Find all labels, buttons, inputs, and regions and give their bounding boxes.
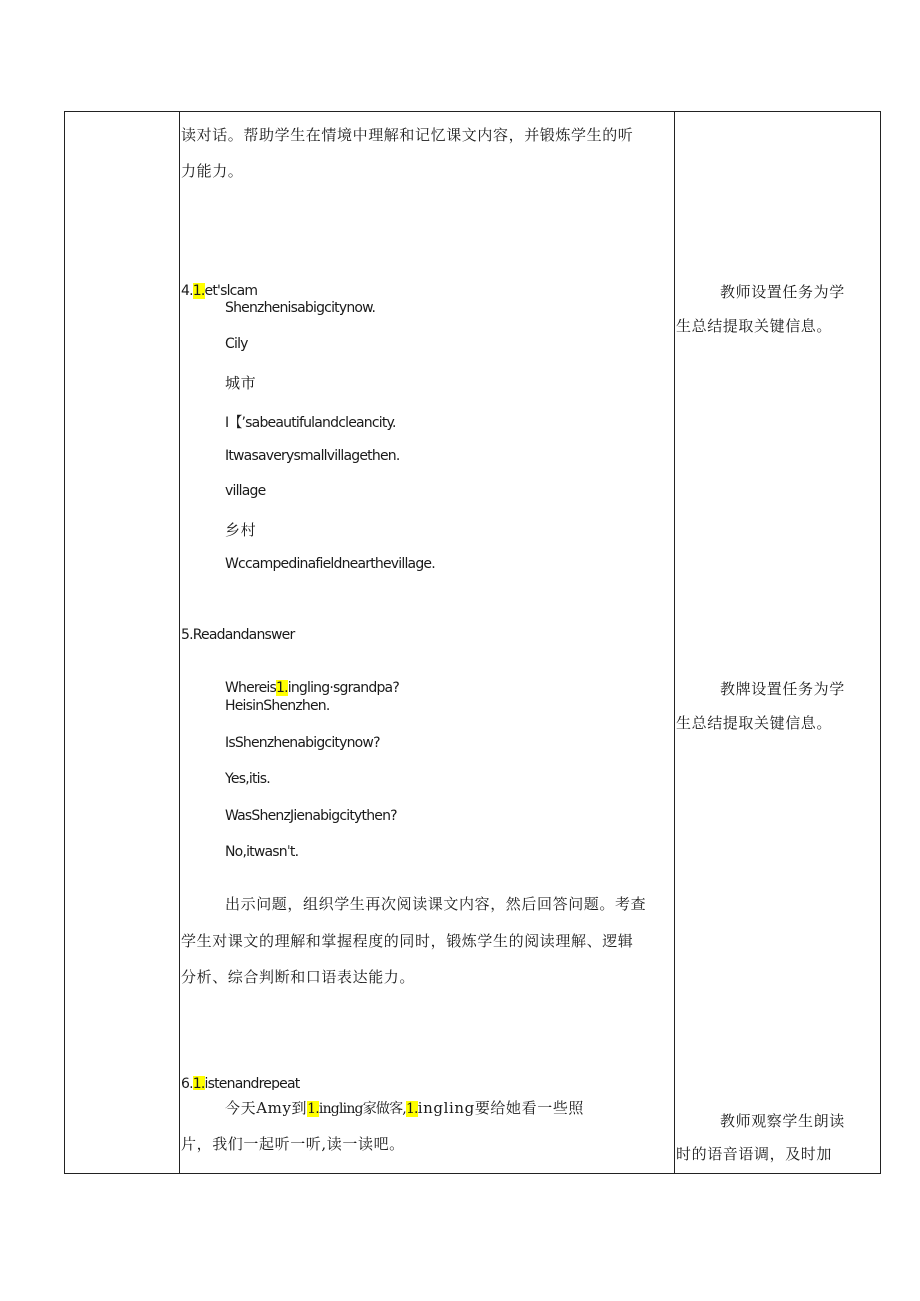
- column-divider-left: [179, 111, 180, 1174]
- section5-para-line-2: 学生对课文的理解和掌握程度的同时，锻炼学生的阅读理解、逻辑: [181, 932, 634, 950]
- section6-para-line-1: [225, 1097, 584, 1118]
- intro-line-2: 力能力。: [181, 162, 244, 180]
- section4-line: Cily: [225, 336, 248, 352]
- column-divider-right: [674, 111, 675, 1174]
- section5-line: WasShenzJienabigcitythen?: [225, 808, 397, 824]
- section6-title: [181, 1076, 299, 1090]
- para-part: ingling家做客,: [318, 1101, 406, 1117]
- section5-title: 5.Readandanswer: [181, 627, 295, 643]
- section5-line: Yes,itis.: [225, 771, 270, 787]
- para-part: ingling要给她看一些照: [417, 1099, 585, 1117]
- section5-line: IsShenzhenabigcitynow?: [225, 735, 380, 751]
- highlight-mark: 1.: [192, 283, 205, 299]
- question-pre: Whereis: [225, 680, 276, 696]
- section4-line: 乡村: [225, 521, 257, 539]
- question-post: ingling·sgrandpa?: [287, 680, 399, 696]
- note2-line-1: 教牌设置任务为学: [720, 680, 845, 698]
- section5-para-line-3: 分析、综合判断和口语表达能力。: [181, 968, 416, 986]
- note2-line-2: 生总结提取关键信息。: [676, 714, 833, 732]
- section4-line: 城市: [225, 374, 257, 392]
- section5-line: No,itwasnˈt.: [225, 844, 299, 860]
- highlight-mark: 1.: [307, 1101, 319, 1117]
- section4-line: Itwasaverysmallvillagethen.: [225, 448, 400, 464]
- section5-question: [225, 680, 399, 696]
- section5-para-line-1: 出示问题，组织学生再次阅读课文内容，然后回答问题。考查: [225, 895, 647, 913]
- section4-line: I【’sabeautifulandcleancity.: [225, 415, 396, 431]
- highlight-mark: 1.: [275, 680, 288, 696]
- section6-title-text: istenandrepeat: [204, 1076, 300, 1090]
- note3-line-2: 时的语音语调，及时加: [676, 1145, 833, 1163]
- section4-line: village: [225, 483, 266, 499]
- section4-line: Shenzhenisabigcitynow.: [225, 300, 376, 316]
- intro-line-1: 读对话。帮助学生在情境中理解和记忆课文内容，并锻炼学生的听: [181, 126, 634, 144]
- note1-line-1: 教师设置任务为学: [720, 283, 845, 301]
- section4-title: [181, 283, 257, 299]
- section6-title-clip: [180, 1076, 674, 1090]
- section6-num: 6.: [181, 1076, 193, 1090]
- section4-line: Wccampedinafieldnearthevillage.: [225, 556, 435, 572]
- highlight-mark: 1.: [192, 1076, 205, 1090]
- note3-line-1: 教师观察学生朗读: [720, 1112, 845, 1130]
- highlight-mark: 1.: [405, 1101, 418, 1117]
- note1-line-2: 生总结提取关键信息。: [676, 317, 833, 335]
- para-part: 今天Amy到: [225, 1099, 308, 1117]
- section6-para-line-2: 片，我们一起听一听,读一读吧。: [181, 1135, 405, 1153]
- section4-num: 4.: [181, 283, 193, 299]
- section5-line: HeisinShenzhen.: [225, 698, 330, 714]
- section4-title-text: et'slcam: [204, 283, 258, 299]
